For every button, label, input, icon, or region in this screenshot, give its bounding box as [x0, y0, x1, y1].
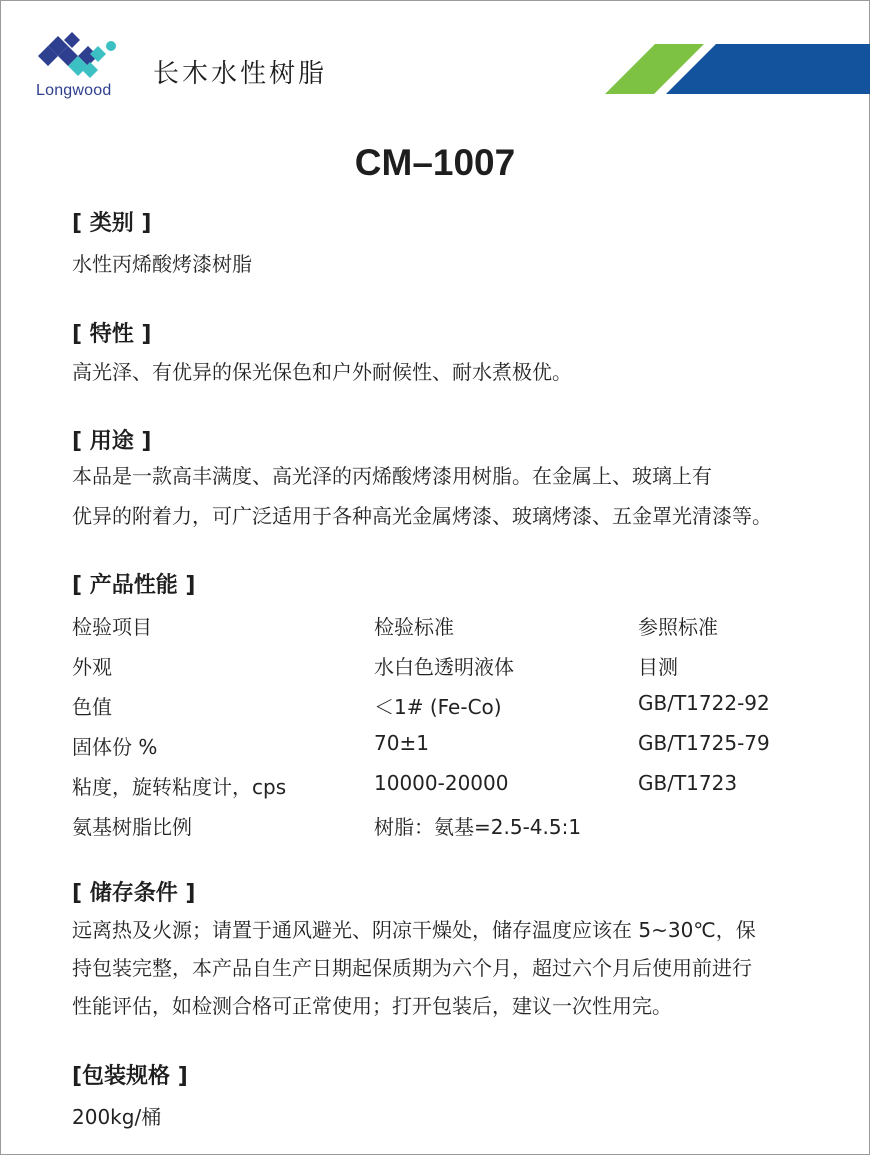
table-row [72, 651, 832, 691]
longwood-logo [34, 30, 124, 100]
table-cell: 外观 [72, 655, 112, 679]
packaging-heading: [包装规格 ] [72, 1064, 188, 1089]
category-text: 水性丙烯酸烤漆树脂 [72, 252, 252, 276]
storage-heading: [ 储存条件 ] [72, 881, 196, 906]
table-cell: ＜1# (Fe-Co) [374, 695, 502, 719]
packaging-text: 200kg/桶 [72, 1105, 162, 1129]
features-heading: [ 特性 ] [72, 322, 152, 347]
table-cell: 水白色透明液体 [374, 655, 514, 679]
features-text: 高光泽、有优异的保光保色和户外耐候性、耐水煮极优。 [72, 360, 572, 384]
table-row [72, 731, 832, 771]
table-cell: 粘度，旋转粘度计，cps [72, 775, 287, 799]
table-cell: 树脂：氨基=2.5-4.5:1 [374, 815, 582, 839]
column-header: 检验项目 [72, 615, 152, 639]
table-cell: GB/T1722-92 [638, 691, 770, 715]
storage-line: 性能评估，如检测合格可正常使用；打开包装后，建议一次性用完。 [72, 994, 672, 1018]
usage-heading: [ 用途 ] [72, 429, 152, 454]
storage-line: 持包装完整，本产品自生产日期起保质期为六个月，超过六个月后使用前进行 [72, 956, 752, 980]
table-cell: 氨基树脂比例 [72, 815, 192, 839]
table-cell: 70±1 [374, 731, 429, 755]
table-cell: GB/T1725-79 [638, 731, 770, 755]
column-header: 检验标准 [374, 615, 454, 639]
company-name: 长木水性树脂 [153, 59, 328, 89]
logo-mark-icon [34, 30, 124, 86]
table-cell: 色值 [72, 695, 112, 719]
performance-header-row [72, 611, 832, 651]
table-cell: 固体份 % [72, 735, 158, 759]
performance-heading: [ 产品性能 ] [72, 573, 196, 598]
category-heading: [ 类别 ] [72, 211, 152, 236]
table-cell: GB/T1723 [638, 771, 738, 795]
header-stripes [605, 44, 870, 96]
table-cell: 目测 [638, 655, 678, 679]
column-header: 参照标准 [638, 615, 718, 639]
table-cell: 10000-20000 [374, 771, 509, 795]
usage-line: 优异的附着力，可广泛适用于各种高光金属烤漆、玻璃烤漆、五金罩光清漆等。 [72, 504, 772, 528]
table-row [72, 691, 832, 731]
logo-text: Longwood [36, 82, 112, 99]
table-row [72, 811, 832, 851]
usage-line: 本品是一款高丰满度、高光泽的丙烯酸烤漆用树脂。在金属上、玻璃上有 [72, 464, 712, 488]
product-title: CM–1007 [354, 142, 516, 183]
storage-line: 远离热及火源；请置于通风避光、阴凉干燥处，储存温度应该在 5~30℃，保 [72, 918, 756, 942]
table-row [72, 771, 832, 811]
